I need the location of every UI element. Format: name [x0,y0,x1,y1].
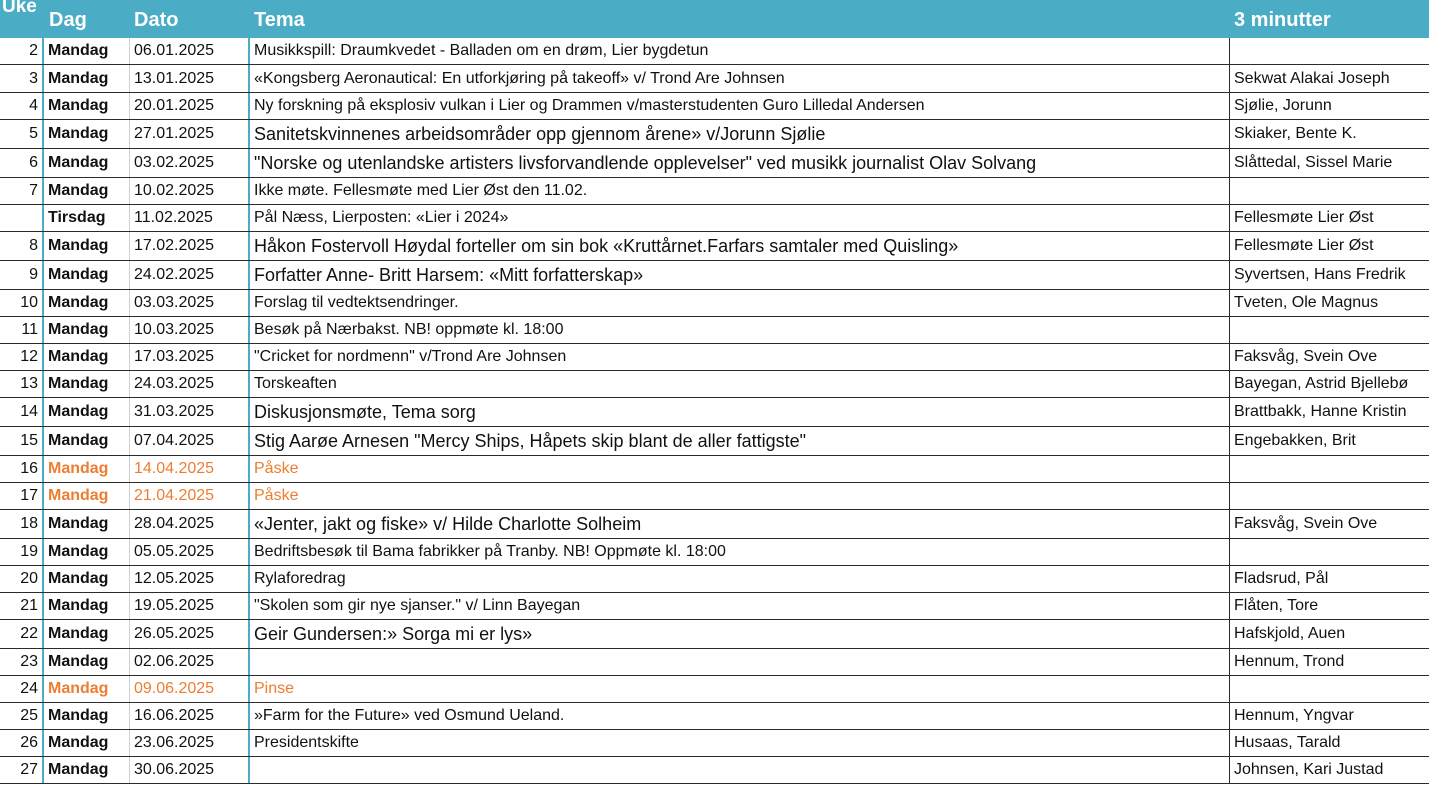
cell-dag[interactable]: Mandag [44,456,130,482]
table-row [0,566,1429,593]
cell-minutter[interactable]: Hennum, Trond [1234,653,1345,670]
table-row [0,427,1429,456]
table-row [0,120,1429,149]
cell-tema[interactable]: Ny forskning på eksplosiv vulkan i Lier og Drammen v/masterstudenten Guro Lilledal Andersen [250,93,1230,119]
cell-dag[interactable]: Mandag [44,649,130,675]
cell-dato[interactable]: 26.05.2025 [130,620,250,648]
cell-uke[interactable] [0,205,44,231]
cell-tema[interactable]: Håkon Fostervoll Høydal forteller om sin bok «Kruttårnet.Farfars samtaler med Quisling» [250,232,1230,260]
cell-dato[interactable]: 19.05.2025 [130,593,250,619]
cell-minutter[interactable]: Fellesmøte Lier Øst [1234,237,1374,254]
cell-tema[interactable]: Diskusjonsmøte, Tema sorg [250,398,1230,426]
cell-minutter[interactable]: Bayegan, Astrid Bjellebø [1234,375,1409,392]
cell-minutter[interactable] [1230,483,1429,509]
cell-dato[interactable]: 05.05.2025 [130,539,250,565]
table-row [0,456,1429,483]
table-row [0,261,1429,290]
table-row [0,178,1429,205]
header-row [0,0,1429,38]
cell-dato[interactable]: 03.03.2025 [130,290,250,316]
cell-tema[interactable]: Pinse [250,676,1230,702]
table-body [0,38,1429,784]
cell-dag[interactable]: Mandag [44,261,130,289]
cell-dag[interactable]: Mandag [44,703,130,729]
cell-dato[interactable]: 12.05.2025 [130,566,250,592]
cell-dato[interactable]: 23.06.2025 [130,730,250,756]
cell-tema[interactable]: Pål Næss, Lierposten: «Lier i 2024» [250,205,1230,231]
table-row [0,317,1429,344]
cell-tema[interactable]: «Kongsberg Aeronautical: En utforkjøring på takeoff» v/ Trond Are Johnsen [250,65,1230,92]
cell-uke[interactable]: 22 [0,620,44,648]
cell-uke[interactable]: 5 [0,120,44,148]
cell-tema[interactable]: Geir Gundersen:» Sorga mi er lys» [250,620,1230,648]
cell-uke[interactable]: 2 [0,38,44,64]
cell-uke[interactable]: 17 [0,483,44,509]
cell-uke[interactable]: 19 [0,539,44,565]
cell-dag[interactable]: Mandag [44,539,130,565]
cell-tema[interactable]: Påske [250,483,1230,509]
header-uke[interactable]: Uke [2,0,37,17]
cell-dato[interactable]: 03.02.2025 [130,149,250,177]
cell-minutter[interactable]: Husaas, Tarald [1234,734,1341,751]
cell-minutter[interactable] [1230,38,1429,64]
cell-uke[interactable]: 21 [0,593,44,619]
cell-dag[interactable]: Mandag [44,427,130,455]
cell-tema[interactable] [250,649,1230,675]
cell-dato[interactable]: 28.04.2025 [130,510,250,538]
table-row [0,205,1429,232]
cell-dato[interactable]: 17.02.2025 [130,232,250,260]
cell-dag[interactable]: Mandag [44,290,130,316]
cell-dato[interactable]: 14.04.2025 [130,456,250,482]
cell-minutter[interactable]: Skiaker, Bente K. [1234,125,1357,142]
cell-dato[interactable]: 07.04.2025 [130,427,250,455]
cell-uke[interactable]: 27 [0,757,44,783]
cell-minutter[interactable]: Hafskjold, Auen [1234,625,1346,642]
cell-dato[interactable]: 20.01.2025 [130,93,250,119]
cell-dato[interactable]: 30.06.2025 [130,757,250,783]
cell-tema[interactable]: »Farm for the Future» ved Osmund Ueland. [250,703,1230,729]
cell-minutter[interactable]: Faksvåg, Svein Ove [1234,348,1378,365]
cell-tema[interactable]: "Cricket for nordmenn" v/Trond Are Johnsen [250,344,1230,370]
cell-tema[interactable]: Torskeaften [250,371,1230,397]
table-row [0,703,1429,730]
table-row [0,649,1429,676]
cell-uke[interactable]: 8 [0,232,44,260]
cell-dato[interactable]: 31.03.2025 [130,398,250,426]
cell-minutter[interactable]: Flåten, Tore [1234,597,1319,614]
cell-uke[interactable]: 12 [0,344,44,370]
cell-minutter[interactable] [1230,676,1429,702]
table-row [0,510,1429,539]
table-row [0,539,1429,566]
cell-minutter[interactable]: Hennum, Yngvar [1234,707,1354,724]
cell-minutter[interactable]: Brattbakk, Hanne Kristin [1234,403,1407,420]
table-row [0,371,1429,398]
cell-tema[interactable]: "Skolen som gir nye sjanser." v/ Linn Bayegan [250,593,1230,619]
header-dato[interactable]: Dato [134,9,179,31]
cell-uke[interactable]: 18 [0,510,44,538]
cell-dato[interactable]: 27.01.2025 [130,120,250,148]
cell-dato[interactable]: 16.06.2025 [130,703,250,729]
cell-tema[interactable]: Rylaforedrag [250,566,1230,592]
cell-tema[interactable]: Ikke møte. Fellesmøte med Lier Øst den 11.02. [250,178,1230,204]
cell-dato[interactable]: 24.02.2025 [130,261,250,289]
cell-uke[interactable]: 20 [0,566,44,592]
cell-uke[interactable]: 10 [0,290,44,316]
cell-dag[interactable]: Mandag [44,757,130,783]
cell-dato[interactable]: 10.03.2025 [130,317,250,343]
table-row [0,483,1429,510]
table-row [0,398,1429,427]
cell-dato[interactable]: 10.02.2025 [130,178,250,204]
cell-dag[interactable]: Mandag [44,344,130,370]
cell-dag[interactable]: Mandag [44,398,130,426]
cell-dato[interactable]: 02.06.2025 [130,649,250,675]
cell-tema[interactable]: Musikkspill: Draumkvedet - Balladen om en drøm, Lier bygdetun [250,38,1230,64]
table-row [0,149,1429,178]
cell-tema[interactable]: Forslag til vedtektsendringer. [250,290,1230,316]
cell-dato[interactable]: 21.04.2025 [130,483,250,509]
cell-minutter[interactable]: Johnsen, Kari Justad [1234,761,1384,778]
cell-uke[interactable]: 11 [0,317,44,343]
table-row [0,344,1429,371]
cell-minutter[interactable]: Tveten, Ole Magnus [1234,294,1379,311]
cell-minutter[interactable]: Syvertsen, Hans Fredrik [1234,266,1406,283]
cell-dag[interactable]: Mandag [44,510,130,538]
cell-uke[interactable]: 4 [0,93,44,119]
table-row [0,593,1429,620]
table-row [0,232,1429,261]
cell-tema[interactable] [250,757,1230,783]
cell-dag[interactable]: Mandag [44,566,130,592]
cell-tema[interactable]: «Jenter, jakt og fiske» v/ Hilde Charlotte Solheim [250,510,1230,538]
cell-dag[interactable]: Mandag [44,620,130,648]
cell-dag[interactable]: Mandag [44,317,130,343]
cell-dag[interactable]: Mandag [44,38,130,64]
header-3-minutter[interactable]: 3 minutter [1234,9,1331,31]
table-row [0,38,1429,65]
cell-dato[interactable]: 06.01.2025 [130,38,250,64]
cell-dag[interactable]: Mandag [44,593,130,619]
cell-tema[interactable]: Besøk på Nærbakst. NB! oppmøte kl. 18:00 [250,317,1230,343]
cell-uke[interactable]: 3 [0,65,44,92]
cell-dag[interactable]: Mandag [44,120,130,148]
cell-dato[interactable]: 13.01.2025 [130,65,250,92]
cell-tema[interactable]: Forfatter Anne- Britt Harsem: «Mitt forfatterskap» [250,261,1230,289]
cell-uke[interactable]: 9 [0,261,44,289]
table-row [0,93,1429,120]
cell-minutter[interactable] [1230,317,1429,343]
cell-uke[interactable]: 25 [0,703,44,729]
cell-dag[interactable]: Mandag [44,93,130,119]
cell-uke[interactable]: 24 [0,676,44,702]
cell-dag[interactable]: Mandag [44,149,130,177]
cell-tema[interactable]: Stig Aarøe Arnesen "Mercy Ships, Håpets skip blant de aller fattigste" [250,427,1230,455]
cell-uke[interactable]: 23 [0,649,44,675]
cell-tema[interactable]: Bedriftsbesøk til Bama fabrikker på Tranby. NB! Oppmøte kl. 18:00 [250,539,1230,565]
cell-tema[interactable]: Presidentskifte [250,730,1230,756]
cell-uke[interactable]: 16 [0,456,44,482]
cell-dato[interactable]: 24.03.2025 [130,371,250,397]
cell-minutter[interactable]: Fladsrud, Pål [1234,570,1329,587]
header-dag[interactable]: Dag [49,9,87,31]
cell-dato[interactable]: 11.02.2025 [130,205,250,231]
cell-dag[interactable]: Mandag [44,483,130,509]
cell-minutter[interactable]: Engebakken, Brit [1234,432,1356,449]
cell-uke[interactable]: 13 [0,371,44,397]
cell-uke[interactable]: 14 [0,398,44,426]
table-row [0,730,1429,757]
cell-tema[interactable]: Sanitetskvinnenes arbeidsområder opp gjennom årene» v/Jorunn Sjølie [250,120,1230,148]
cell-minutter[interactable] [1230,456,1429,482]
table-row [0,757,1429,784]
cell-dag[interactable]: Mandag [44,65,130,92]
cell-uke[interactable]: 26 [0,730,44,756]
cell-tema[interactable]: "Norske og utenlandske artisters livsforvandlende opplevelser" ved musikk journalist Olav Solvang [250,149,1230,177]
table-row [0,676,1429,703]
cell-dag[interactable]: Mandag [44,730,130,756]
cell-tema[interactable]: Påske [250,456,1230,482]
table-row [0,290,1429,317]
cell-minutter[interactable]: Slåttedal, Sissel Marie [1234,154,1393,171]
cell-dag[interactable]: Mandag [44,232,130,260]
cell-dato[interactable]: 17.03.2025 [130,344,250,370]
table-row [0,65,1429,93]
table-row [0,620,1429,649]
cell-minutter[interactable] [1230,178,1429,204]
cell-uke[interactable]: 7 [0,178,44,204]
cell-minutter[interactable]: Sjølie, Jorunn [1234,97,1332,114]
cell-minutter[interactable]: Sekwat Alakai Joseph [1234,69,1390,87]
cell-dag[interactable]: Tirsdag [44,205,130,231]
header-tema[interactable]: Tema [254,9,305,31]
cell-minutter[interactable]: Faksvåg, Svein Ove [1234,515,1378,532]
cell-minutter[interactable]: Fellesmøte Lier Øst [1234,209,1374,226]
cell-dag[interactable]: Mandag [44,371,130,397]
cell-dato[interactable]: 09.06.2025 [130,676,250,702]
cell-uke[interactable]: 6 [0,149,44,177]
cell-minutter[interactable] [1230,539,1429,565]
cell-dag[interactable]: Mandag [44,676,130,702]
cell-dag[interactable]: Mandag [44,178,130,204]
cell-uke[interactable]: 15 [0,427,44,455]
